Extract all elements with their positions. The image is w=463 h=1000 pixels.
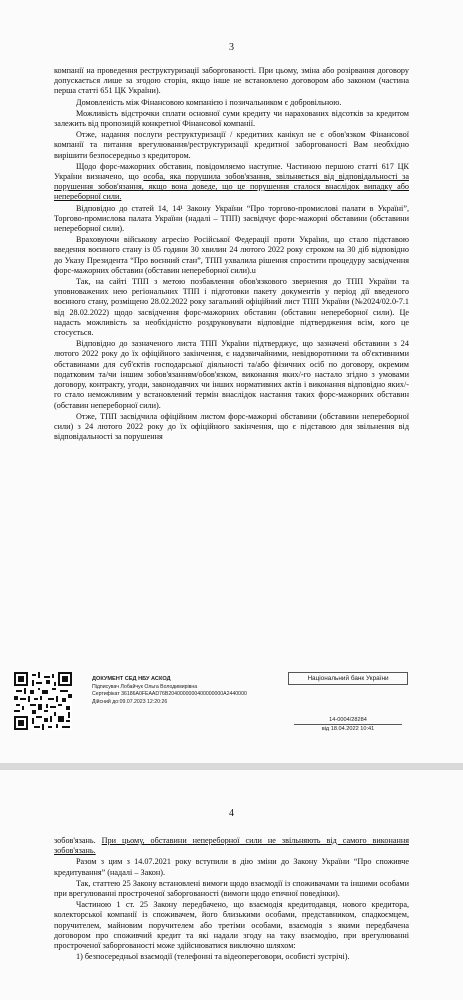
paragraph: 1) безпосередньої взаємодії (телефонні та відеопереговори, особисті зустрічі). <box>76 952 350 962</box>
bank-name: Національний банк України <box>288 672 408 685</box>
paragraph: Отже, ТПП засвідчила офіційним листом форс-мажорні обставини (обставини непереборної сили) з 24 лютого 2022 року до їх офіційного закінчення, що є підставою для звільнення від відповідальності за порушення <box>54 411 409 442</box>
paragraph: Можливість відстрочки сплати основної суми кредиту чи нарахованих відсотків за кредитом залежить від пропозицій конкретної Фінансової компанії. <box>54 108 409 129</box>
page-number: 3 <box>229 42 234 53</box>
registration-stamp <box>288 672 408 732</box>
page-number: 4 <box>229 808 234 819</box>
paragraph-continuation <box>54 836 409 856</box>
registration-date: від 18.04.2022 10:41 <box>321 726 375 732</box>
stamp-title: ДОКУМЕНТ СЕД НБУ АСКОД <box>92 676 171 682</box>
registration-number: 14-0004/28284 <box>329 717 367 723</box>
paragraph: Частиною 1 ст. 25 Закону передбачено, що взаємодія кредитодавця, нового кредитора, колекторської компанії із споживачем, його близькими особами, представником, спадкоємцем, поручителем, майновим поручителем або третіми особами, взаємодія з якими передбачена договором про споживчий кредит та які надали згоду на таку взаємодію, при врегулюванні простроченої заборгованості може здійснюватися виключно шляхом: <box>54 900 409 951</box>
paragraph: Домовленість між Фінансовою компанією і позичальником є добровільною. <box>76 97 342 107</box>
underlined-clause: особа, яка порушила зобов'язання, звільняється від відповідальності за порушення зобов'язання, якщо вона доведе, що це порушення сталося внаслідок випадку або непереборної сили. <box>54 172 409 202</box>
registration-divider <box>294 724 402 725</box>
page-body <box>54 66 409 443</box>
qr-code-icon <box>14 672 72 730</box>
paragraph-lead: Щодо форс-мажорних обставин, повідомляємо наступне. Частиною першою статті 617 ЦК України визначено, що <box>54 161 409 182</box>
paragraph: Отже, надання послуги реструктуризації / кредитних канікул не є обов'язком Фінансової компанії та питання врегулювання/реструктуризації кредитної заборгованості Вам необхідно вирішити безпосередньо з кредитором. <box>54 130 409 160</box>
continuation-text: зобов'язань. <box>54 836 102 845</box>
paragraph: Враховуючи військову агресію Російської Федерації проти України, що стало підставою введення воєнного стану із 05 години 30 хвилин 24 лютого 2022 року строком на 30 діб відповідно до Указу Президента “Про воєнний стан”, ТПП ухвалила рішення спростити процедуру засвідчення форс-мажорних обставин (обставин непереборної сили).u <box>54 235 409 275</box>
paragraph: Разом з цим з 14.07.2021 року вступили в дію зміни до Закону України “Про споживче кредитування” (надалі – Закон). <box>54 857 409 877</box>
stamp-valid-until: Дійсний до:09.07.2023 12:20:26 <box>92 698 168 705</box>
document-page-4 <box>0 770 463 1000</box>
paragraph: Відповідно до зазначеного листа ТПП України підтверджує, що зазначені обставини з 24 лютого 2022 року до їх офіційного закінчення, є надзвичайними, невідворотними та об'єктивними обставинами для суб'єктів господарської діяльності та/або фізичних осіб по договору, окремим податковим та/чи іншим зобов'язанням/обов'язком, виконання яких/-го настало згідно з умовами договору, контракту, угоди, законодавчих чи інших нормативних актів і виконання відповідно яких/-го стало неможливим у встановлений термін внаслідок настання таких форс-мажорних обставин (обставин непереборної сили). <box>54 339 409 410</box>
paragraph: компанії на проведення реструктуризації заборгованості. При цьому, зміна або розірвання договору допускається лише за згодою сторін, якщо інше не встановлено договором або законом (частина перша статті 651 ЦК України). <box>54 66 409 96</box>
electronic-signature-stamp <box>92 676 272 706</box>
page-body <box>54 836 409 963</box>
paragraph: Так, на сайті ТПП з метою позбавлення обов'язкового звернення до ТПП України та уповноважених нею регіональних ТПП і підготовки пакету документів у період дії введеного воєнного стану, розміщено 28.02.2022 року загальний офіційний лист ТПП України (№2024/02.0-7.1 від 28.02.2022) щодо засвідчення форс-мажорних обставин (обставин непереборної сили). Це надасть можливість за необхідністю роздруковувати відповідне підтвердження всім, кого це стосується. <box>54 277 409 338</box>
stamp-signer: Підписувач Лобайчук Ольга Володимирівна <box>92 683 198 690</box>
underlined-sentence: При цьому, обставини непереборної сили не звільняють від самого виконання зобов'язань. <box>54 836 410 856</box>
paragraph: Відповідно до статей 14, 14¹ Закону України “Про торгово-промислові палати в Україні”, Торгово-промислова палата України (надалі – ТПП) засвідчує форс-мажорні обставини (обставини непереборної сили). <box>54 203 409 234</box>
paragraph: Так, статтею 25 Закону встановлені вимоги щодо взаємодії із споживачами та іншими особами при врегулюванні простроченої заборгованості (вимоги щодо етичної поведінки). <box>54 878 409 899</box>
stamp-certificate: Сертифікат 36186A0FEAAD76B2040000000400000000A2440000 <box>92 691 247 698</box>
paragraph-force-majeure <box>54 162 409 203</box>
